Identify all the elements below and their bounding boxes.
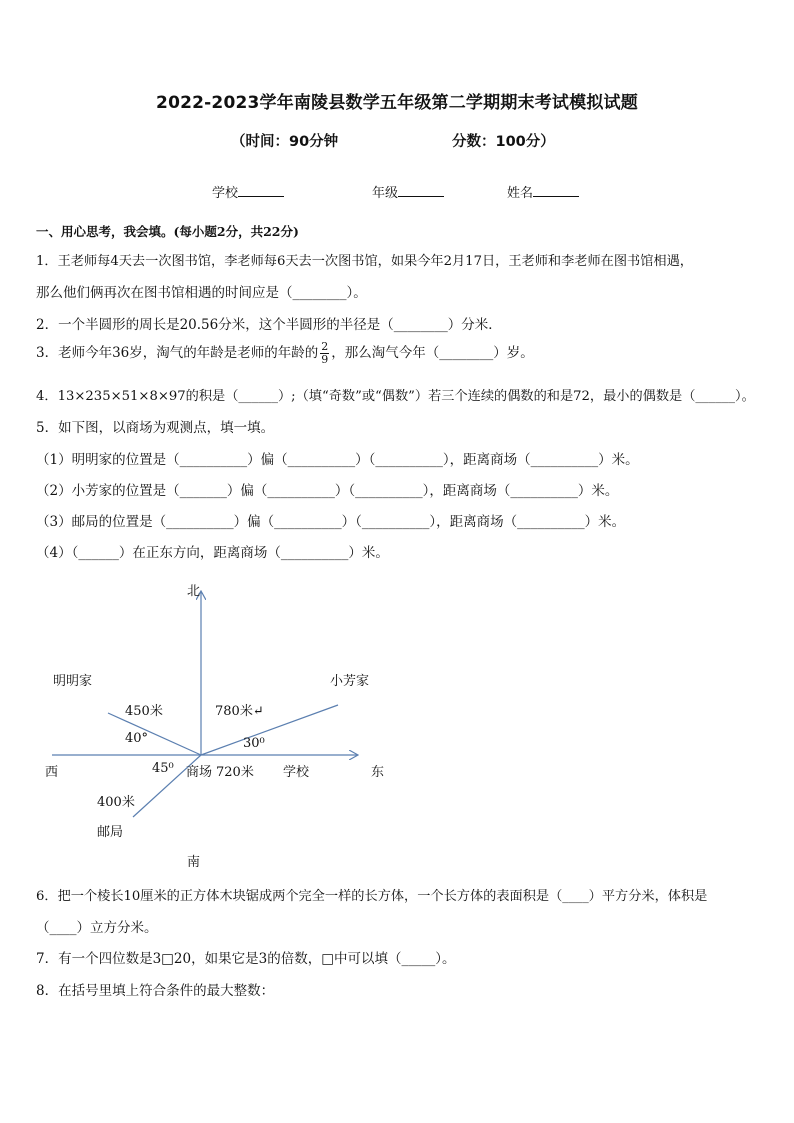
grade-label: 年级: [372, 186, 399, 201]
xiaofang-angle: 30⁰: [243, 736, 265, 751]
q7-text: 7．有一个四位数是3□20，如果它是3的倍数，□中可以填（_____）。: [36, 951, 456, 967]
center-label: 商场: [186, 765, 213, 780]
east-label: 东: [371, 765, 385, 780]
q3-before: 3．老师今年36岁，淘气的年龄是老师的年龄的: [36, 345, 319, 361]
xiaofang-label: 小芳家: [330, 674, 370, 689]
q5-sub3: （3）邮局的位置是（__________）偏（__________）（__________），距离商场（__________）米。: [36, 514, 626, 530]
q6-line2: （____）立方分米。: [36, 920, 158, 936]
school-label: 学校: [212, 186, 239, 201]
q5-sub2: （2）小芳家的位置是（_______）偏（__________）（__________），距离商场（__________）米。: [36, 483, 619, 499]
time-label: （时间：90分钟: [231, 134, 339, 150]
north-label: 北: [187, 584, 201, 599]
page-title: 2022-2023学年南陵县数学五年级第二学期期末考试模拟试题: [156, 93, 638, 113]
q3-fraction-num: 2: [321, 340, 329, 353]
q5-sub4: （4）（______）在正东方向，距离商场（__________）米。: [36, 545, 389, 561]
q3-after: ，那么淘气今年（________）岁。: [331, 345, 534, 361]
section-heading: 一、用心思考，我会填。(每小题2分，共22分): [36, 224, 299, 239]
q4-text: 4．13×235×51×8×97的积是（______）;（填“奇数”或“偶数”）若三个连续的偶数的和是72，最小的偶数是（______）。: [36, 389, 755, 404]
post-angle: 45⁰: [152, 761, 174, 776]
score-label: 分数：100分）: [452, 134, 555, 150]
q6-line1: 6．把一个棱长10厘米的正方体木块锯成两个完全一样的长方体，一个长方体的表面积是（____）平方分米，体积是: [36, 889, 708, 904]
post-label: 邮局: [97, 825, 124, 840]
mingming-label: 明明家: [53, 674, 93, 689]
school-label: 学校: [283, 765, 310, 780]
south-label: 南: [187, 855, 201, 870]
q5-sub1: （1）明明家的位置是（__________）偏（__________）（__________），距离商场（__________）米。: [36, 452, 639, 468]
q2-text: 2．一个半圆形的周长是20.56分米，这个半圆形的半径是（________）分米．: [36, 317, 502, 333]
q5-stem: 5．如下图，以商场为观测点，填一填。: [36, 420, 275, 436]
mingming-ray: [108, 713, 201, 755]
mingming-angle: 40°: [125, 731, 149, 746]
q1-line2: 那么他们俩再次在图书馆相遇的时间应是（________）。: [36, 285, 367, 301]
q8-text: 8．在括号里填上符合条件的最大整数：: [36, 983, 275, 999]
xiaofang-distance: 780米↵: [215, 704, 264, 719]
school-distance: 720米: [216, 765, 254, 780]
name-label: 姓名: [507, 186, 534, 201]
post-distance: 400米: [97, 795, 135, 810]
q1-line1: 1．王老师每4天去一次图书馆，李老师每6天去一次图书馆，如果今年2月17日，王老师和李老师在图书馆相遇，: [36, 254, 693, 269]
mingming-distance: 450米: [125, 704, 163, 719]
west-label: 西: [45, 765, 59, 780]
q3-fraction-den: 9: [321, 353, 329, 366]
